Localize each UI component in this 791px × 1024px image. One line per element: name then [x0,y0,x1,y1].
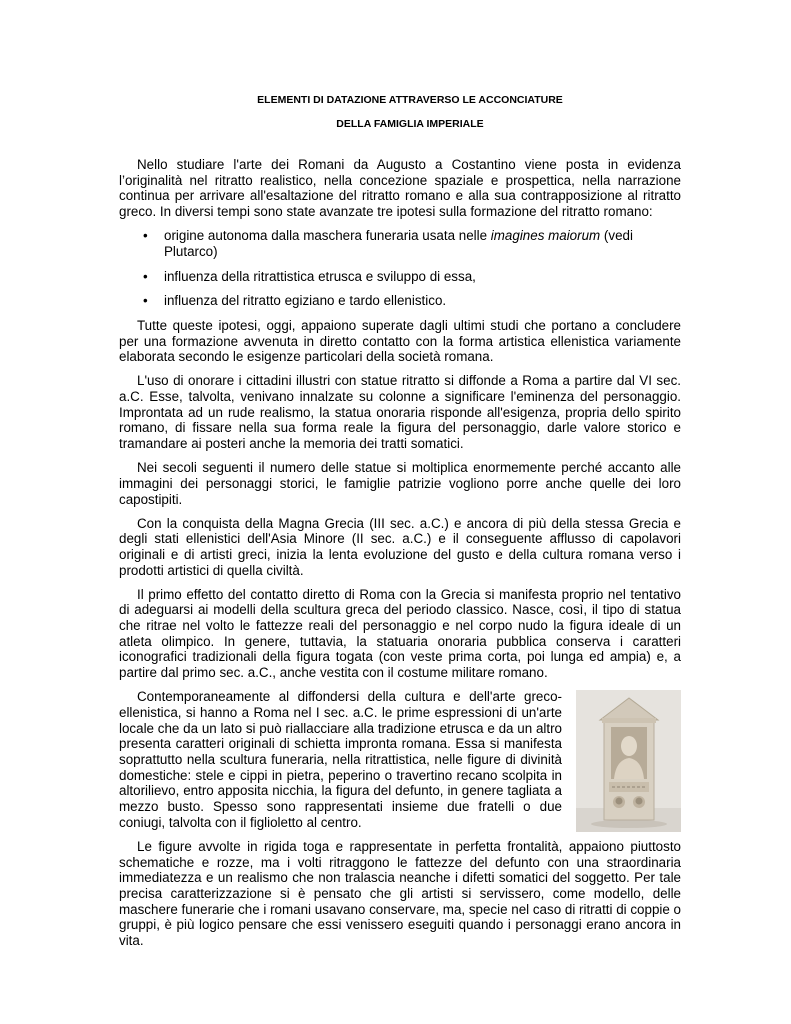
bullet-marker: • [143,293,148,309]
list-item [119,293,681,309]
list-item [119,228,681,259]
document-title-line-1: ELEMENTI DI DATAZIONE ATTRAVERSO LE ACCONCIATURE [257,94,563,106]
hypothesis-list [119,228,681,309]
list-item-italic: imagines maiorum [490,228,601,244]
document-body [119,157,681,957]
paragraph: Nei secoli seguenti il numero delle statue si moltiplica enormemente perché accanto alle immagini dei personaggi storici, le famiglie patrizie vogliono porre anche quelle dei loro capostipiti. [119,460,681,507]
paragraph: L'uso di onorare i cittadini illustri con statue ritratto si diffonde a Roma a partire dal VI sec. a.C. Esse, talvolta, venivano innalzate su colonne a significare l'eminenza del personaggio. Improntata ad un rude realismo, la statua onoraria risponde all'esigenza, propria dello spirito romano, di fissare nella sua forma reale la figura del personaggio, darle valore storico e tramandare ai posteri anche la memoria dei tratti somatici. [119,373,681,452]
list-item-text: influenza del ritratto egiziano e tardo ellenistico. [164,293,447,309]
paragraph: Le figure avvolte in rigida toga e rappresentate in perfetta frontalità, appaiono piuttosto schematiche e rozze, ma i volti ritraggono le fattezze del defunto con una straordinaria immediatezza e un realismo che non tralascia neanche i difetti somatici del soggetto. Per tale precisa caratterizzazione si è pensato che gli artisti si servissero, come modello, delle maschere funerarie che i romani usavano conservare, ma, specie nel caso di ritratti di coppie o gruppi, è più logico pensare che essi venissero eseguiti quando i personaggi erano ancora in vita. [119,838,681,949]
paragraph: Nello studiare l'arte dei Romani da Augusto a Costantino viene posta in evidenza l’originalità nel ritratto realistico, nella concezione spaziale e prospettica, nella narrazione continua per arrivare all'esaltazione del ritratto romano e alla sua contrapposizione al ritratto greco. In diversi tempi sono state avanzate tre ipotesi sulla formazione del ritratto romano: [119,157,681,220]
list-item-text: influenza della ritrattistica etrusca e sviluppo di essa, [164,268,476,284]
bullet-marker: • [143,228,148,244]
paragraph: Il primo effetto del contatto diretto di Roma con la Grecia si manifesta proprio nel tentativo di adeguarsi ai modelli della scultura greca del periodo classico. Nasce, così, il tipo di statua che ritrae nel volto le fattezze reali del personaggio e nel corpo nudo la figura ideale di un atleta olimpico. In genere, tuttavia, la statuaria onoraria pubblica conserva i caratteri iconografici tradizionali della figura togata (con veste prima corta, poi lunga ed ampia) e, a partire dal primo sec. a.C., anche vestita con il costume militare romano. [119,586,681,681]
list-item-text: origine autonoma dalla maschera funeraria usata nelle [164,228,491,244]
list-item-text-after: (vedi Plutarco) [164,228,633,259]
paragraph: Tutte queste ipotesi, oggi, appaiono superate dagli ultimi studi che portano a concludere per una formazione avvenuta in diretto contatto con la forma artistica ellenistica variamente elaborata secondo le esigenze particolari della società romana. [119,317,681,365]
paragraph: Con la conquista della Magna Grecia (III sec. a.C.) e ancora di più della stessa Grecia e degli stati ellenistici dell'Asia Minore (II sec. a.C.) e il conseguente afflusso di capolavori originali e di artisti greci, inizia la lenta evoluzione del gusto e della cultura romana verso i prodotti artistici di quella civiltà. [119,515,681,578]
document-title-line-2: DELLA FAMIGLIA IMPERIALE [336,118,484,130]
funerary-stele-photo [576,690,681,832]
list-item [119,269,681,285]
bullet-marker: • [143,268,148,284]
paragraph: Contemporaneamente al diffondersi della cultura e dell'arte greco-ellenistica, si hanno a Roma nel I sec. a.C. le prime espressioni di un'arte locale che da un lato si può riallacciare alla tradizione etrusca e da un altro presenta caratteri originali di schietta impronta romana. Essa si manifesta soprattutto nella scultura funeraria, nella ritrattistica, nelle figure di divinità domestiche: stele e cippi in pietra, peperino o travertino recano scolpita in altorilievo, entro apposita nicchia, la figura del defunto, in genere tagliata a mezzo busto. Spesso sono rappresentati insieme due fratelli o due coniugi, talvolta con il figlioletto al centro. [119,689,562,830]
